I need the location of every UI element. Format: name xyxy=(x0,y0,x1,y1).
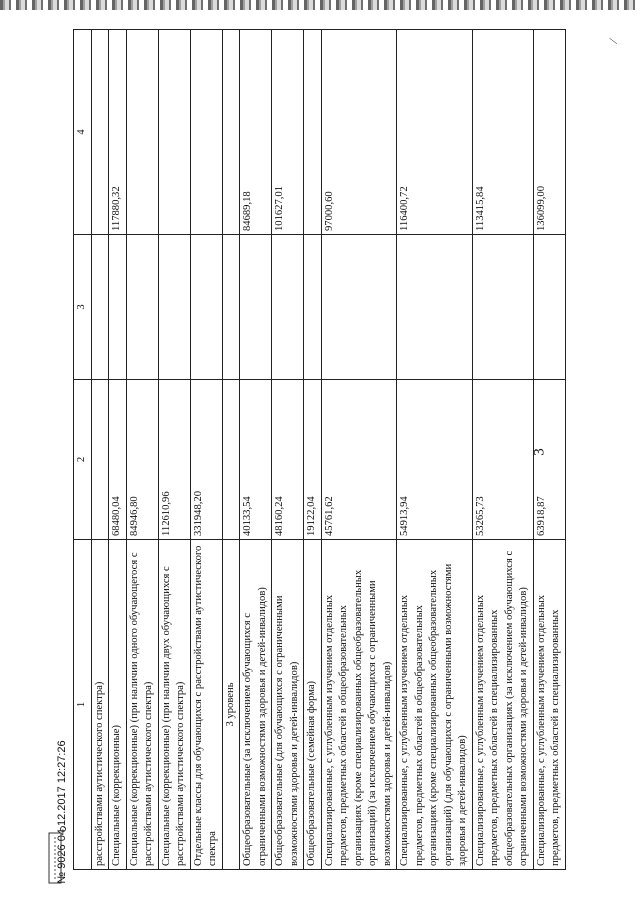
row-value-col-2: 53265,73 xyxy=(472,380,533,540)
table-row xyxy=(240,30,272,870)
table-row xyxy=(190,30,222,870)
row-value-col-3 xyxy=(109,235,127,380)
row-value-col-4 xyxy=(222,30,240,235)
row-value-col-3 xyxy=(222,235,240,380)
row-label: Специализированные, с углубленным изучением отдельных предметов, предметных областей в общеобразовательных организациях (кроме специализированных общеобразовательных организаций) (за исключением обучающихся с ограниченными возможностями здоровья и детей-инвалидов) xyxy=(321,540,397,870)
row-value-col-4: 136099,00 xyxy=(533,30,565,235)
page-number: 3 xyxy=(531,448,548,456)
row-value-col-2: 54913,94 xyxy=(397,380,473,540)
row-label: Общеобразовательные (для обучающихся с ограниченными возможностями здоровья и детей-инвалидов) xyxy=(272,540,304,870)
row-value-col-4: 101627,01 xyxy=(272,30,304,235)
row-value-col-4 xyxy=(158,30,190,235)
row-value-col-4: 84689,18 xyxy=(240,30,272,235)
row-value-col-4: 113415,84 xyxy=(472,30,533,235)
row-label: Специализированные, с углубленным изучением отдельных предметов, предметных областей в общеобразовательных организациях (кроме специализированных общеобразовательных организаций) (для обучающихся с ограниченными возможностями здоровья и детей-инвалидов) xyxy=(397,540,473,870)
table-row xyxy=(533,30,565,870)
row-value-col-2: 48160,24 xyxy=(272,380,304,540)
row-value-col-4 xyxy=(91,30,109,235)
table-row xyxy=(91,30,109,870)
row-label: Отдельные классы для обучающихся с расстройствами аутистического спектра xyxy=(190,540,222,870)
row-label: Специализированные, с углубленным изучением отдельных предметов, предметных областей в специализированных общеобразовательных организациях (за исключением обучающихся с ограниченными возможностями здоровья и детей-инвалидов) xyxy=(472,540,533,870)
registration-stamp-icon xyxy=(45,825,67,887)
scan-mark-icon: ⁄ xyxy=(606,39,620,42)
table-row xyxy=(397,30,473,870)
table-header-row xyxy=(74,30,92,870)
row-value-col-2: 112610,96 xyxy=(158,380,190,540)
row-label: Специальные (коррекционные) (при наличии двух обучающихся с расстройствами аутистического спектра) xyxy=(158,540,190,870)
table-body xyxy=(91,30,565,870)
row-value-col-4 xyxy=(304,30,322,235)
row-value-col-2: 63918,87 xyxy=(533,380,565,540)
row-value-col-2: 40133,54 xyxy=(240,380,272,540)
table-row xyxy=(321,30,397,870)
level-row xyxy=(222,30,240,870)
row-value-col-3 xyxy=(472,235,533,380)
row-value-col-3 xyxy=(272,235,304,380)
row-value-col-4 xyxy=(126,30,158,235)
header-col-3: 3 xyxy=(74,235,92,380)
table-row xyxy=(126,30,158,870)
row-value-col-3 xyxy=(321,235,397,380)
row-value-col-4: 117880,32 xyxy=(109,30,127,235)
row-value-col-4 xyxy=(190,30,222,235)
row-value-col-3 xyxy=(240,235,272,380)
row-label: Общеобразовательные (семейная форма) xyxy=(304,540,322,870)
row-value-col-3 xyxy=(158,235,190,380)
row-value-col-3 xyxy=(190,235,222,380)
rotated-document xyxy=(73,30,565,870)
row-value-col-4: 97000,60 xyxy=(321,30,397,235)
scan-edge-noise xyxy=(0,0,640,10)
row-value-col-2: 331948,20 xyxy=(190,380,222,540)
cost-table xyxy=(73,29,566,870)
row-value-col-4: 116400,72 xyxy=(397,30,473,235)
row-value-col-3 xyxy=(304,235,322,380)
row-value-col-2 xyxy=(91,380,109,540)
row-label: 3 уровень xyxy=(222,540,240,870)
row-label: Специальные (коррекционные) (при наличии одного обучающегося с расстройствами аутистического спектра) xyxy=(126,540,158,870)
row-value-col-2: 84946,80 xyxy=(126,380,158,540)
row-value-col-3 xyxy=(91,235,109,380)
table-row xyxy=(272,30,304,870)
row-value-col-3 xyxy=(126,235,158,380)
row-value-col-2: 68480,04 xyxy=(109,380,127,540)
row-label: расстройствами аутистического спектра) xyxy=(91,540,109,870)
table-row xyxy=(109,30,127,870)
registration-text: № 9026 04.12.2017 12:27:26 xyxy=(56,740,68,884)
row-value-col-2: 45761,62 xyxy=(321,380,397,540)
row-label: Специализированные, с углубленным изучением отдельных предметов, предметных областей в специализированных xyxy=(533,540,565,870)
header-col-1: 1 xyxy=(74,540,92,870)
table-row xyxy=(158,30,190,870)
header-col-4: 4 xyxy=(74,30,92,235)
header-col-2: 2 xyxy=(74,380,92,540)
row-value-col-2: 19122,04 xyxy=(304,380,322,540)
row-value-col-3 xyxy=(533,235,565,380)
table-row xyxy=(472,30,533,870)
row-value-col-3 xyxy=(397,235,473,380)
row-label: Специальные (коррекционные) xyxy=(109,540,127,870)
table-row xyxy=(304,30,322,870)
row-value-col-2 xyxy=(222,380,240,540)
row-label: Общеобразовательные (за исключением обучающихся с ограниченными возможностями здоровья и детей-инвалидов) xyxy=(240,540,272,870)
